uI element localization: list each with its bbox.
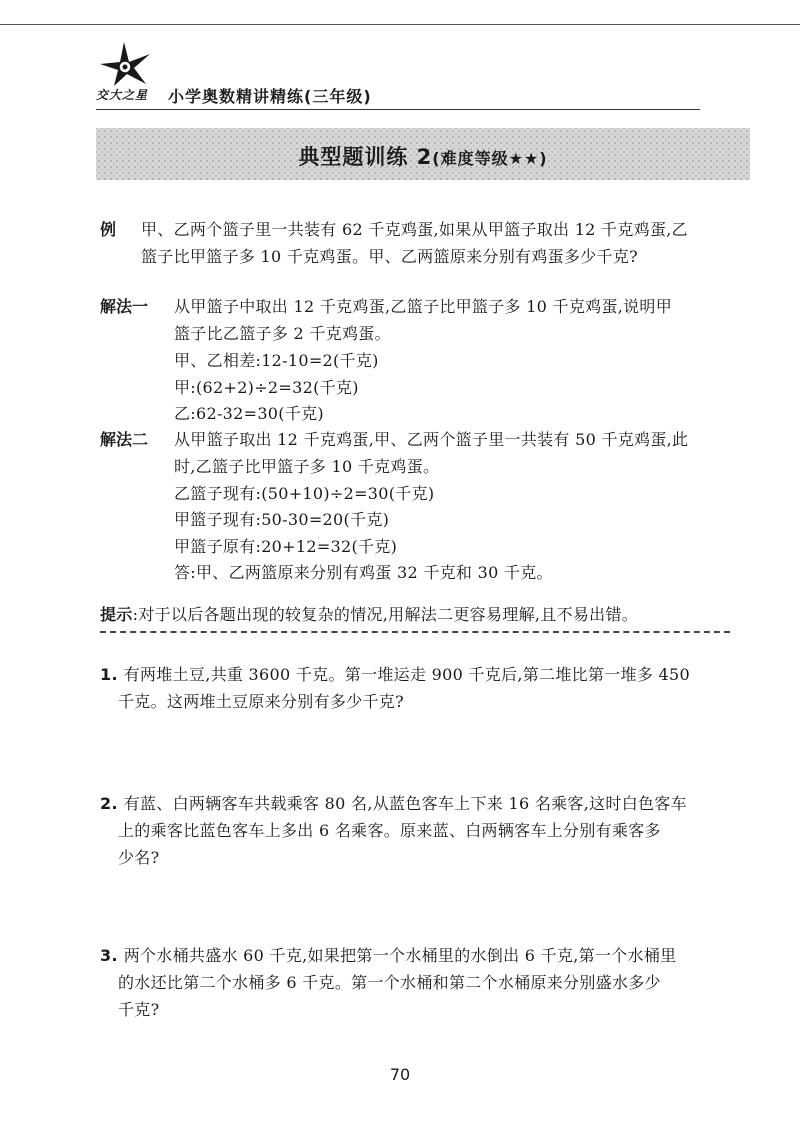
- section-title: [298, 141, 547, 171]
- question-number: 1: [100, 665, 112, 684]
- solution1-line: 乙:62-32=30(千克): [174, 404, 324, 423]
- question-3: [100, 943, 676, 966]
- solution2-line: 时,乙篮子比甲篮子多 10 千克鸡蛋。: [174, 457, 440, 476]
- question-1: [100, 662, 690, 685]
- question-number: 2: [100, 794, 112, 813]
- solution1-line: 篮子比乙篮子多 2 千克鸡蛋。: [174, 324, 391, 343]
- solution1-line: 甲、乙相差:12-10=2(千克): [174, 351, 379, 370]
- section-banner: [96, 128, 750, 180]
- header-rule: [96, 109, 700, 110]
- question-line: 千克?: [118, 1000, 160, 1019]
- question-2: [100, 791, 687, 814]
- dashed-divider: [100, 631, 730, 633]
- example-line: 甲、乙两个篮子里一共装有 62 千克鸡蛋,如果从甲篮子取出 12 千克鸡蛋,乙: [141, 220, 688, 239]
- section-title-text: 典型题训练 2: [298, 145, 433, 169]
- question-line: 两个水桶共盛水 60 千克,如果把第一个水桶里的水倒出 6 千克,第一个水桶里: [123, 946, 677, 965]
- brand-name: 交大之星: [96, 88, 149, 102]
- solution1-line: 从甲篮子中取出 12 千克鸡蛋,乙篮子比甲篮子多 10 千克鸡蛋,说明甲: [174, 297, 673, 316]
- tip-label: 提示: [100, 605, 133, 624]
- question-line: 少名?: [118, 848, 160, 867]
- solution2-answer: 答:甲、乙两篮原来分别有鸡蛋 32 千克和 30 千克。: [174, 563, 553, 582]
- solution2-line: 甲篮子原有:20+12=32(千克): [174, 537, 398, 556]
- top-rule: [0, 24, 800, 25]
- question-line: 上的乘客比蓝色客车上多出 6 名乘客。原来蓝、白两辆客车上分别有乘客多: [118, 821, 661, 840]
- question-line: 千克。这两堆土豆原来分别有多少千克?: [118, 692, 404, 711]
- question-line: 有蓝、白两辆客车共载乘客 80 名,从蓝色客车上下来 16 名乘客,这时白色客车: [123, 794, 687, 813]
- solution2-label: 解法二: [100, 430, 149, 449]
- difficulty-level: (难度等级★★): [432, 149, 548, 168]
- solution1-line: 甲:(62+2)÷2=32(千克): [174, 378, 359, 397]
- tip-text: :对于以后各题出现的较复杂的情况,用解法二更容易理解,且不易出错。: [132, 605, 639, 624]
- question-number-dot: .: [111, 665, 124, 684]
- solution2-line: 乙篮子现有:(50+10)÷2=30(千克): [174, 484, 435, 503]
- book-title: 小学奥数精讲精练(三年级): [168, 87, 372, 106]
- question-line: 有两堆土豆,共重 3600 千克。第一堆运走 900 千克后,第二堆比第一堆多 450: [123, 665, 690, 684]
- example-line: 篮子比甲篮子多 10 千克鸡蛋。甲、乙两篮原来分别有鸡蛋多少千克?: [141, 247, 639, 266]
- tip: [100, 602, 638, 625]
- solution2-line: 甲篮子现有:50-30=20(千克): [174, 510, 390, 529]
- question-line: 的水还比第二个水桶多 6 千克。第一个水桶和第二个水桶原来分别盛水多少: [118, 973, 661, 992]
- example-label: 例: [100, 220, 117, 239]
- question-number-dot: .: [111, 946, 124, 965]
- solution2-line: 从甲篮子取出 12 千克鸡蛋,甲、乙两个篮子里一共装有 50 千克鸡蛋,此: [174, 430, 689, 449]
- page-number: 70: [389, 1065, 411, 1084]
- question-number-dot: .: [111, 794, 124, 813]
- question-number: 3: [100, 946, 112, 965]
- solution1-label: 解法一: [100, 297, 149, 316]
